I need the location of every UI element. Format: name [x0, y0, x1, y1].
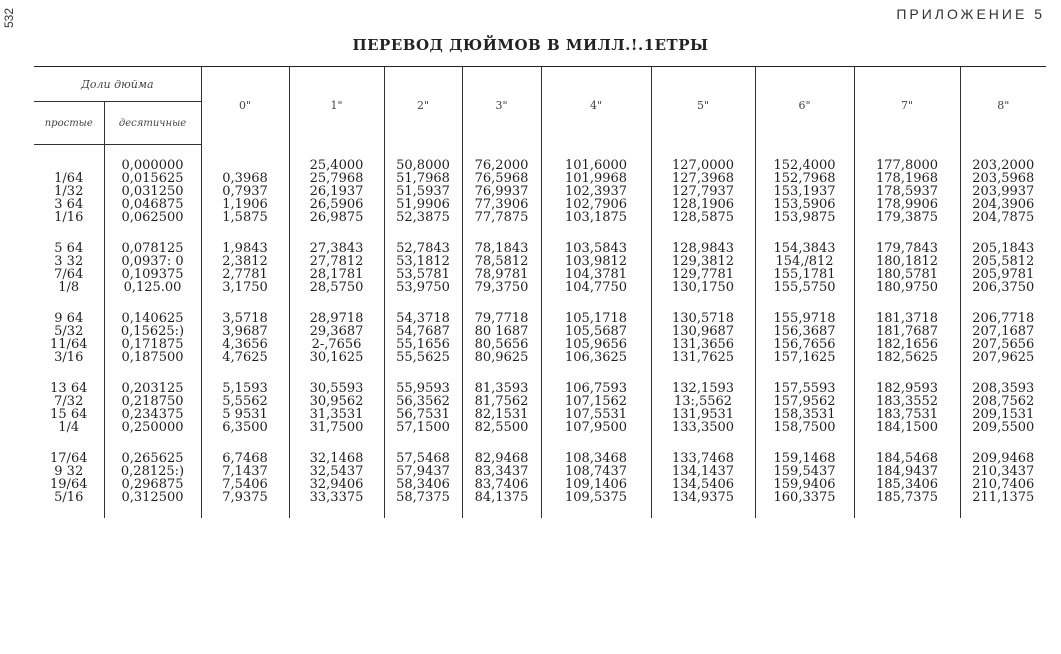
- mm-cell-inch-5: 128,9843: [651, 242, 755, 255]
- appendix-label: ПРИЛОЖЕНИЕ 5: [896, 6, 1045, 22]
- mm-cell-inch-7: 183,3552: [854, 395, 960, 408]
- mm-cell-inch-6: 157,9562: [755, 395, 854, 408]
- mm-cell-inch-3: 82,1531: [462, 408, 541, 421]
- decimal-cell: 0,265625: [104, 452, 201, 465]
- mm-cell-inch-4: 103,1875: [541, 211, 651, 224]
- mm-cell-inch-0: 7,9375: [201, 491, 289, 504]
- mm-cell-inch-5: 133,7468: [651, 452, 755, 465]
- header-inch-6: 6": [755, 67, 854, 145]
- mm-cell-inch-4: 109,1406: [541, 478, 651, 491]
- mm-cell-inch-2: 52,3875: [384, 211, 462, 224]
- decimal-cell: 0,312500: [104, 491, 201, 504]
- header-inch-1: 1": [289, 67, 384, 145]
- mm-cell-inch-3: 81,7562: [462, 395, 541, 408]
- mm-cell-inch-8: 203,9937: [960, 185, 1046, 198]
- mm-cell-inch-4: 106,3625: [541, 351, 651, 364]
- mm-cell-inch-0: 0,7937: [201, 185, 289, 198]
- decimal-cell: 0,234375: [104, 408, 201, 421]
- mm-cell-inch-2: 55,9593: [384, 382, 462, 395]
- mm-cell-inch-6: 156,3687: [755, 325, 854, 338]
- mm-cell-inch-6: 155,1781: [755, 268, 854, 281]
- header-inch-5: 5": [651, 67, 755, 145]
- mm-cell-inch-8: 203,5968: [960, 172, 1046, 185]
- mm-cell-inch-5: 129,3812: [651, 255, 755, 268]
- mm-cell-inch-6: 159,5437: [755, 465, 854, 478]
- mm-cell-inch-5: 127,0000: [651, 159, 755, 172]
- mm-cell-inch-3: 76,5968: [462, 172, 541, 185]
- mm-cell-inch-1: 31,3531: [289, 408, 384, 421]
- mm-cell-inch-1: 29,3687: [289, 325, 384, 338]
- mm-cell-inch-5: 128,1906: [651, 198, 755, 211]
- table-row: [34, 491, 1046, 504]
- mm-cell-inch-4: 105,5687: [541, 325, 651, 338]
- mm-cell-inch-7: 182,1656: [854, 338, 960, 351]
- mm-cell-inch-0: 2,3812: [201, 255, 289, 268]
- mm-cell-inch-1: 31,7500: [289, 421, 384, 434]
- group-spacer: [34, 504, 1046, 518]
- mm-cell-inch-2: 54,7687: [384, 325, 462, 338]
- fraction-cell: 7/64: [54, 267, 84, 282]
- mm-cell-inch-5: 128,5875: [651, 211, 755, 224]
- header-inch-8: 8": [960, 67, 1046, 145]
- mm-cell-inch-8: 209,1531: [960, 408, 1046, 421]
- mm-cell-inch-8: 209,5500: [960, 421, 1046, 434]
- mm-cell-inch-6: 154,3843: [755, 242, 854, 255]
- mm-cell-inch-5: 131,7625: [651, 351, 755, 364]
- mm-cell-inch-1: 32,5437: [289, 465, 384, 478]
- mm-cell-inch-6: 155,5750: [755, 281, 854, 294]
- mm-cell-inch-8: 206,3750: [960, 281, 1046, 294]
- decimal-cell: 0,062500: [104, 211, 201, 224]
- mm-cell-inch-1: 30,9562: [289, 395, 384, 408]
- mm-cell-inch-1: 27,7812: [289, 255, 384, 268]
- fraction-cell: 13 64: [50, 381, 88, 396]
- mm-cell-inch-7: 179,7843: [854, 242, 960, 255]
- mm-cell-inch-0: 3,5718: [201, 312, 289, 325]
- header-inch-3: 3": [462, 67, 541, 145]
- mm-cell-inch-5: 133,3500: [651, 421, 755, 434]
- mm-cell-inch-2: 58,7375: [384, 491, 462, 504]
- mm-cell-inch-7: 178,9906: [854, 198, 960, 211]
- mm-cell-inch-2: 54,3718: [384, 312, 462, 325]
- mm-cell-inch-3: 81,3593: [462, 382, 541, 395]
- mm-cell-inch-6: 158,7500: [755, 421, 854, 434]
- mm-cell-inch-7: 184,9437: [854, 465, 960, 478]
- fraction-cell: 19/64: [50, 477, 88, 492]
- mm-cell-inch-5: 134,9375: [651, 491, 755, 504]
- mm-cell-inch-0: 4,3656: [201, 338, 289, 351]
- mm-cell-inch-6: 157,1625: [755, 351, 854, 364]
- decimal-cell: 0,046875: [104, 198, 201, 211]
- mm-cell-inch-7: 182,5625: [854, 351, 960, 364]
- mm-cell-inch-8: 204,3906: [960, 198, 1046, 211]
- fraction-cell: 1/32: [54, 184, 84, 199]
- mm-cell-inch-6: 153,5906: [755, 198, 854, 211]
- fraction-cell: 3 64: [54, 197, 84, 212]
- fraction-cell: 5/16: [54, 490, 84, 505]
- mm-cell-inch-1: 25,4000: [289, 159, 384, 172]
- table-row: [34, 281, 1046, 294]
- decimal-cell: 0,140625: [104, 312, 201, 325]
- mm-cell-inch-7: 185,3406: [854, 478, 960, 491]
- mm-cell-inch-6: 159,9406: [755, 478, 854, 491]
- mm-cell-inch-6: 159,1468: [755, 452, 854, 465]
- mm-cell-inch-2: 57,1500: [384, 421, 462, 434]
- fraction-cell: 1/64: [54, 171, 84, 186]
- mm-cell-inch-3: 76,9937: [462, 185, 541, 198]
- mm-cell-inch-2: 55,1656: [384, 338, 462, 351]
- mm-cell-inch-8: 211,1375: [960, 491, 1046, 504]
- mm-cell-inch-1: 32,1468: [289, 452, 384, 465]
- mm-cell-inch-3: 84,1375: [462, 491, 541, 504]
- mm-cell-inch-2: 51,7968: [384, 172, 462, 185]
- mm-cell-inch-7: 184,1500: [854, 421, 960, 434]
- decimal-cell: 0,15625:): [104, 325, 201, 338]
- header-inch-4: 4": [541, 67, 651, 145]
- mm-cell-inch-1: 26,5906: [289, 198, 384, 211]
- mm-cell-inch-3: 76,2000: [462, 159, 541, 172]
- fraction-cell: 3/16: [54, 350, 84, 365]
- mm-cell-inch-3: 80 1687: [462, 325, 541, 338]
- mm-cell-inch-1: 33,3375: [289, 491, 384, 504]
- mm-cell-inch-7: 178,5937: [854, 185, 960, 198]
- mm-cell-inch-5: 131,3656: [651, 338, 755, 351]
- mm-cell-inch-5: 131,9531: [651, 408, 755, 421]
- mm-cell-inch-1: 28,9718: [289, 312, 384, 325]
- fraction-cell: 9 32: [54, 464, 84, 479]
- fraction-cell: 1/4: [58, 420, 80, 435]
- mm-cell-inch-5: 130,5718: [651, 312, 755, 325]
- mm-cell-inch-2: 55,5625: [384, 351, 462, 364]
- mm-cell-inch-4: 103,5843: [541, 242, 651, 255]
- mm-cell-inch-0: 0,3968: [201, 172, 289, 185]
- mm-cell-inch-7: 180,5781: [854, 268, 960, 281]
- mm-cell-inch-7: 180,1812: [854, 255, 960, 268]
- mm-cell-inch-1: 30,5593: [289, 382, 384, 395]
- group-spacer: [34, 294, 1046, 312]
- mm-cell-inch-3: 82,9468: [462, 452, 541, 465]
- decimal-cell: 0,015625: [104, 172, 201, 185]
- mm-cell-inch-3: 78,5812: [462, 255, 541, 268]
- mm-cell-inch-3: 77,7875: [462, 211, 541, 224]
- mm-cell-inch-0: 5,1593: [201, 382, 289, 395]
- mm-cell-inch-0: 1,1906: [201, 198, 289, 211]
- fraction-cell: 5 64: [54, 241, 84, 256]
- mm-cell-inch-3: 79,3750: [462, 281, 541, 294]
- mm-cell-inch-6: 153,1937: [755, 185, 854, 198]
- mm-cell-inch-8: 208,3593: [960, 382, 1046, 395]
- mm-cell-inch-1: 25,7968: [289, 172, 384, 185]
- mm-cell-inch-2: 52,7843: [384, 242, 462, 255]
- mm-cell-inch-4: 105,1718: [541, 312, 651, 325]
- mm-cell-inch-0: 3,1750: [201, 281, 289, 294]
- mm-cell-inch-8: 207,1687: [960, 325, 1046, 338]
- fraction-cell: 9 64: [54, 311, 84, 326]
- mm-cell-inch-4: 104,3781: [541, 268, 651, 281]
- decimal-cell: 0,109375: [104, 268, 201, 281]
- mm-cell-inch-2: 53,5781: [384, 268, 462, 281]
- table-row: [34, 421, 1046, 434]
- mm-cell-inch-5: 130,1750: [651, 281, 755, 294]
- header-fraction-group: Доли дюйма: [34, 67, 201, 102]
- mm-cell-inch-5: 13:,5562: [651, 395, 755, 408]
- mm-cell-inch-4: 108,3468: [541, 452, 651, 465]
- mm-cell-inch-3: 78,1843: [462, 242, 541, 255]
- mm-cell-inch-8: 210,3437: [960, 465, 1046, 478]
- decimal-cell: 0,250000: [104, 421, 201, 434]
- header-inch-0: 0": [201, 67, 289, 145]
- mm-cell-inch-2: 53,1812: [384, 255, 462, 268]
- mm-cell-inch-5: 134,1437: [651, 465, 755, 478]
- decimal-cell: 0,203125: [104, 382, 201, 395]
- group-spacer: [34, 434, 1046, 452]
- group-spacer: [34, 364, 1046, 382]
- mm-cell-inch-4: 107,9500: [541, 421, 651, 434]
- mm-cell-inch-4: 109,5375: [541, 491, 651, 504]
- mm-cell-inch-2: 51,9906: [384, 198, 462, 211]
- mm-cell-inch-0: 2,7781: [201, 268, 289, 281]
- mm-cell-inch-7: 179,3875: [854, 211, 960, 224]
- mm-cell-inch-8: 204,7875: [960, 211, 1046, 224]
- mm-cell-inch-5: 132,1593: [651, 382, 755, 395]
- header-inch-7: 7": [854, 67, 960, 145]
- mm-cell-inch-2: 57,5468: [384, 452, 462, 465]
- mm-cell-inch-0: 7,1437: [201, 465, 289, 478]
- mm-cell-inch-0: 3,9687: [201, 325, 289, 338]
- mm-cell-inch-5: 130,9687: [651, 325, 755, 338]
- mm-cell-inch-8: 206,7718: [960, 312, 1046, 325]
- mm-cell-inch-3: 77,3906: [462, 198, 541, 211]
- mm-cell-inch-7: 177,8000: [854, 159, 960, 172]
- mm-cell-inch-8: 210,7406: [960, 478, 1046, 491]
- conversion-table: [34, 66, 1046, 518]
- mm-cell-inch-0: 6,7468: [201, 452, 289, 465]
- mm-cell-inch-7: 178,1968: [854, 172, 960, 185]
- mm-cell-inch-0: 1,5875: [201, 211, 289, 224]
- mm-cell-inch-7: 184,5468: [854, 452, 960, 465]
- mm-cell-inch-7: 183,7531: [854, 408, 960, 421]
- mm-cell-inch-0: 6,3500: [201, 421, 289, 434]
- mm-cell-inch-4: 108,7437: [541, 465, 651, 478]
- fraction-cell: 11/64: [50, 337, 88, 352]
- mm-cell-inch-2: 51,5937: [384, 185, 462, 198]
- mm-cell-inch-8: 205,9781: [960, 268, 1046, 281]
- mm-cell-inch-4: 106,7593: [541, 382, 651, 395]
- mm-cell-inch-7: 181,7687: [854, 325, 960, 338]
- mm-cell-inch-6: 157,5593: [755, 382, 854, 395]
- fraction-cell: 1/8: [58, 280, 80, 295]
- mm-cell-inch-6: 158,3531: [755, 408, 854, 421]
- mm-cell-inch-0: 5,5562: [201, 395, 289, 408]
- mm-cell-inch-5: 127,3968: [651, 172, 755, 185]
- fraction-cell: 7/32: [54, 394, 84, 409]
- mm-cell-inch-0: 4,7625: [201, 351, 289, 364]
- decimal-cell: 0,000000: [104, 159, 201, 172]
- decimal-cell: 0,0937: 0: [104, 255, 201, 268]
- group-spacer: [34, 224, 1046, 242]
- mm-cell-inch-1: 28,1781: [289, 268, 384, 281]
- table-row: [34, 211, 1046, 224]
- decimal-cell: 0,031250: [104, 185, 201, 198]
- mm-cell-inch-0: 5 9531: [201, 408, 289, 421]
- mm-cell-inch-4: 104,7750: [541, 281, 651, 294]
- mm-cell-inch-8: 207,9625: [960, 351, 1046, 364]
- decimal-cell: 0,125.00: [104, 281, 201, 294]
- mm-cell-inch-1: 30,1625: [289, 351, 384, 364]
- mm-cell-inch-7: 182,9593: [854, 382, 960, 395]
- mm-cell-inch-2: 57,9437: [384, 465, 462, 478]
- mm-cell-inch-3: 83,7406: [462, 478, 541, 491]
- mm-cell-inch-5: 129,7781: [651, 268, 755, 281]
- page-title: ПЕРЕВОД ДЮЙМОВ В МИЛЛ.!.1ЕТРЫ: [352, 36, 709, 54]
- mm-cell-inch-5: 127,7937: [651, 185, 755, 198]
- mm-cell-inch-7: 185,7375: [854, 491, 960, 504]
- header-simple: простые: [34, 102, 104, 145]
- mm-cell-inch-3: 79,7718: [462, 312, 541, 325]
- mm-cell-inch-1: 26,9875: [289, 211, 384, 224]
- mm-cell-inch-3: 80,5656: [462, 338, 541, 351]
- mm-cell-inch-4: 107,1562: [541, 395, 651, 408]
- header-decimal: десятичные: [104, 102, 201, 145]
- mm-cell-inch-4: 101,6000: [541, 159, 651, 172]
- page-number: 532: [2, 8, 16, 29]
- fraction-cell: 17/64: [50, 451, 88, 466]
- mm-cell-inch-3: 80,9625: [462, 351, 541, 364]
- mm-cell-inch-6: 152,7968: [755, 172, 854, 185]
- mm-cell-inch-2: 53,9750: [384, 281, 462, 294]
- decimal-cell: 0,187500: [104, 351, 201, 364]
- decimal-cell: 0,28125:): [104, 465, 201, 478]
- fraction-cell: 1/16: [54, 210, 84, 225]
- mm-cell-inch-6: 154,/812: [755, 255, 854, 268]
- mm-cell-inch-4: 102,3937: [541, 185, 651, 198]
- mm-cell-inch-8: 207,5656: [960, 338, 1046, 351]
- mm-cell-inch-6: 155,9718: [755, 312, 854, 325]
- decimal-cell: 0,296875: [104, 478, 201, 491]
- fraction-cell: 3 32: [54, 254, 84, 269]
- decimal-cell: 0,218750: [104, 395, 201, 408]
- mm-cell-inch-4: 105,9656: [541, 338, 651, 351]
- mm-cell-inch-2: 58,3406: [384, 478, 462, 491]
- mm-cell-inch-8: 209,9468: [960, 452, 1046, 465]
- mm-cell-inch-4: 107,5531: [541, 408, 651, 421]
- mm-cell-inch-1: 27,3843: [289, 242, 384, 255]
- mm-cell-inch-0: 7,5406: [201, 478, 289, 491]
- mm-cell-inch-6: 156,7656: [755, 338, 854, 351]
- mm-cell-inch-7: 180,9750: [854, 281, 960, 294]
- table-row: [34, 351, 1046, 364]
- header-inch-2: 2": [384, 67, 462, 145]
- mm-cell-inch-6: 160,3375: [755, 491, 854, 504]
- fraction-cell: 5/32: [54, 324, 84, 339]
- mm-cell-inch-3: 78,9781: [462, 268, 541, 281]
- mm-cell-inch-2: 56,7531: [384, 408, 462, 421]
- mm-cell-inch-8: 203,2000: [960, 159, 1046, 172]
- fraction-cell: 15 64: [50, 407, 88, 422]
- mm-cell-inch-7: 181,3718: [854, 312, 960, 325]
- mm-cell-inch-3: 82,5500: [462, 421, 541, 434]
- mm-cell-inch-8: 205,5812: [960, 255, 1046, 268]
- mm-cell-inch-2: 50,8000: [384, 159, 462, 172]
- mm-cell-inch-6: 152,4000: [755, 159, 854, 172]
- decimal-cell: 0,078125: [104, 242, 201, 255]
- mm-cell-inch-4: 101,9968: [541, 172, 651, 185]
- mm-cell-inch-8: 205,1843: [960, 242, 1046, 255]
- mm-cell-inch-6: 153,9875: [755, 211, 854, 224]
- mm-cell-inch-3: 83,3437: [462, 465, 541, 478]
- table-body: [34, 145, 1046, 519]
- decimal-cell: 0,171875: [104, 338, 201, 351]
- group-spacer: [34, 145, 1046, 160]
- mm-cell-inch-1: 26,1937: [289, 185, 384, 198]
- mm-cell-inch-5: 134,5406: [651, 478, 755, 491]
- mm-cell-inch-1: 2-,7656: [289, 338, 384, 351]
- mm-cell-inch-2: 56,3562: [384, 395, 462, 408]
- mm-cell-inch-1: 28,5750: [289, 281, 384, 294]
- mm-cell-inch-8: 208,7562: [960, 395, 1046, 408]
- mm-cell-inch-0: 1,9843: [201, 242, 289, 255]
- mm-cell-inch-4: 103,9812: [541, 255, 651, 268]
- mm-cell-inch-1: 32,9406: [289, 478, 384, 491]
- mm-cell-inch-4: 102,7906: [541, 198, 651, 211]
